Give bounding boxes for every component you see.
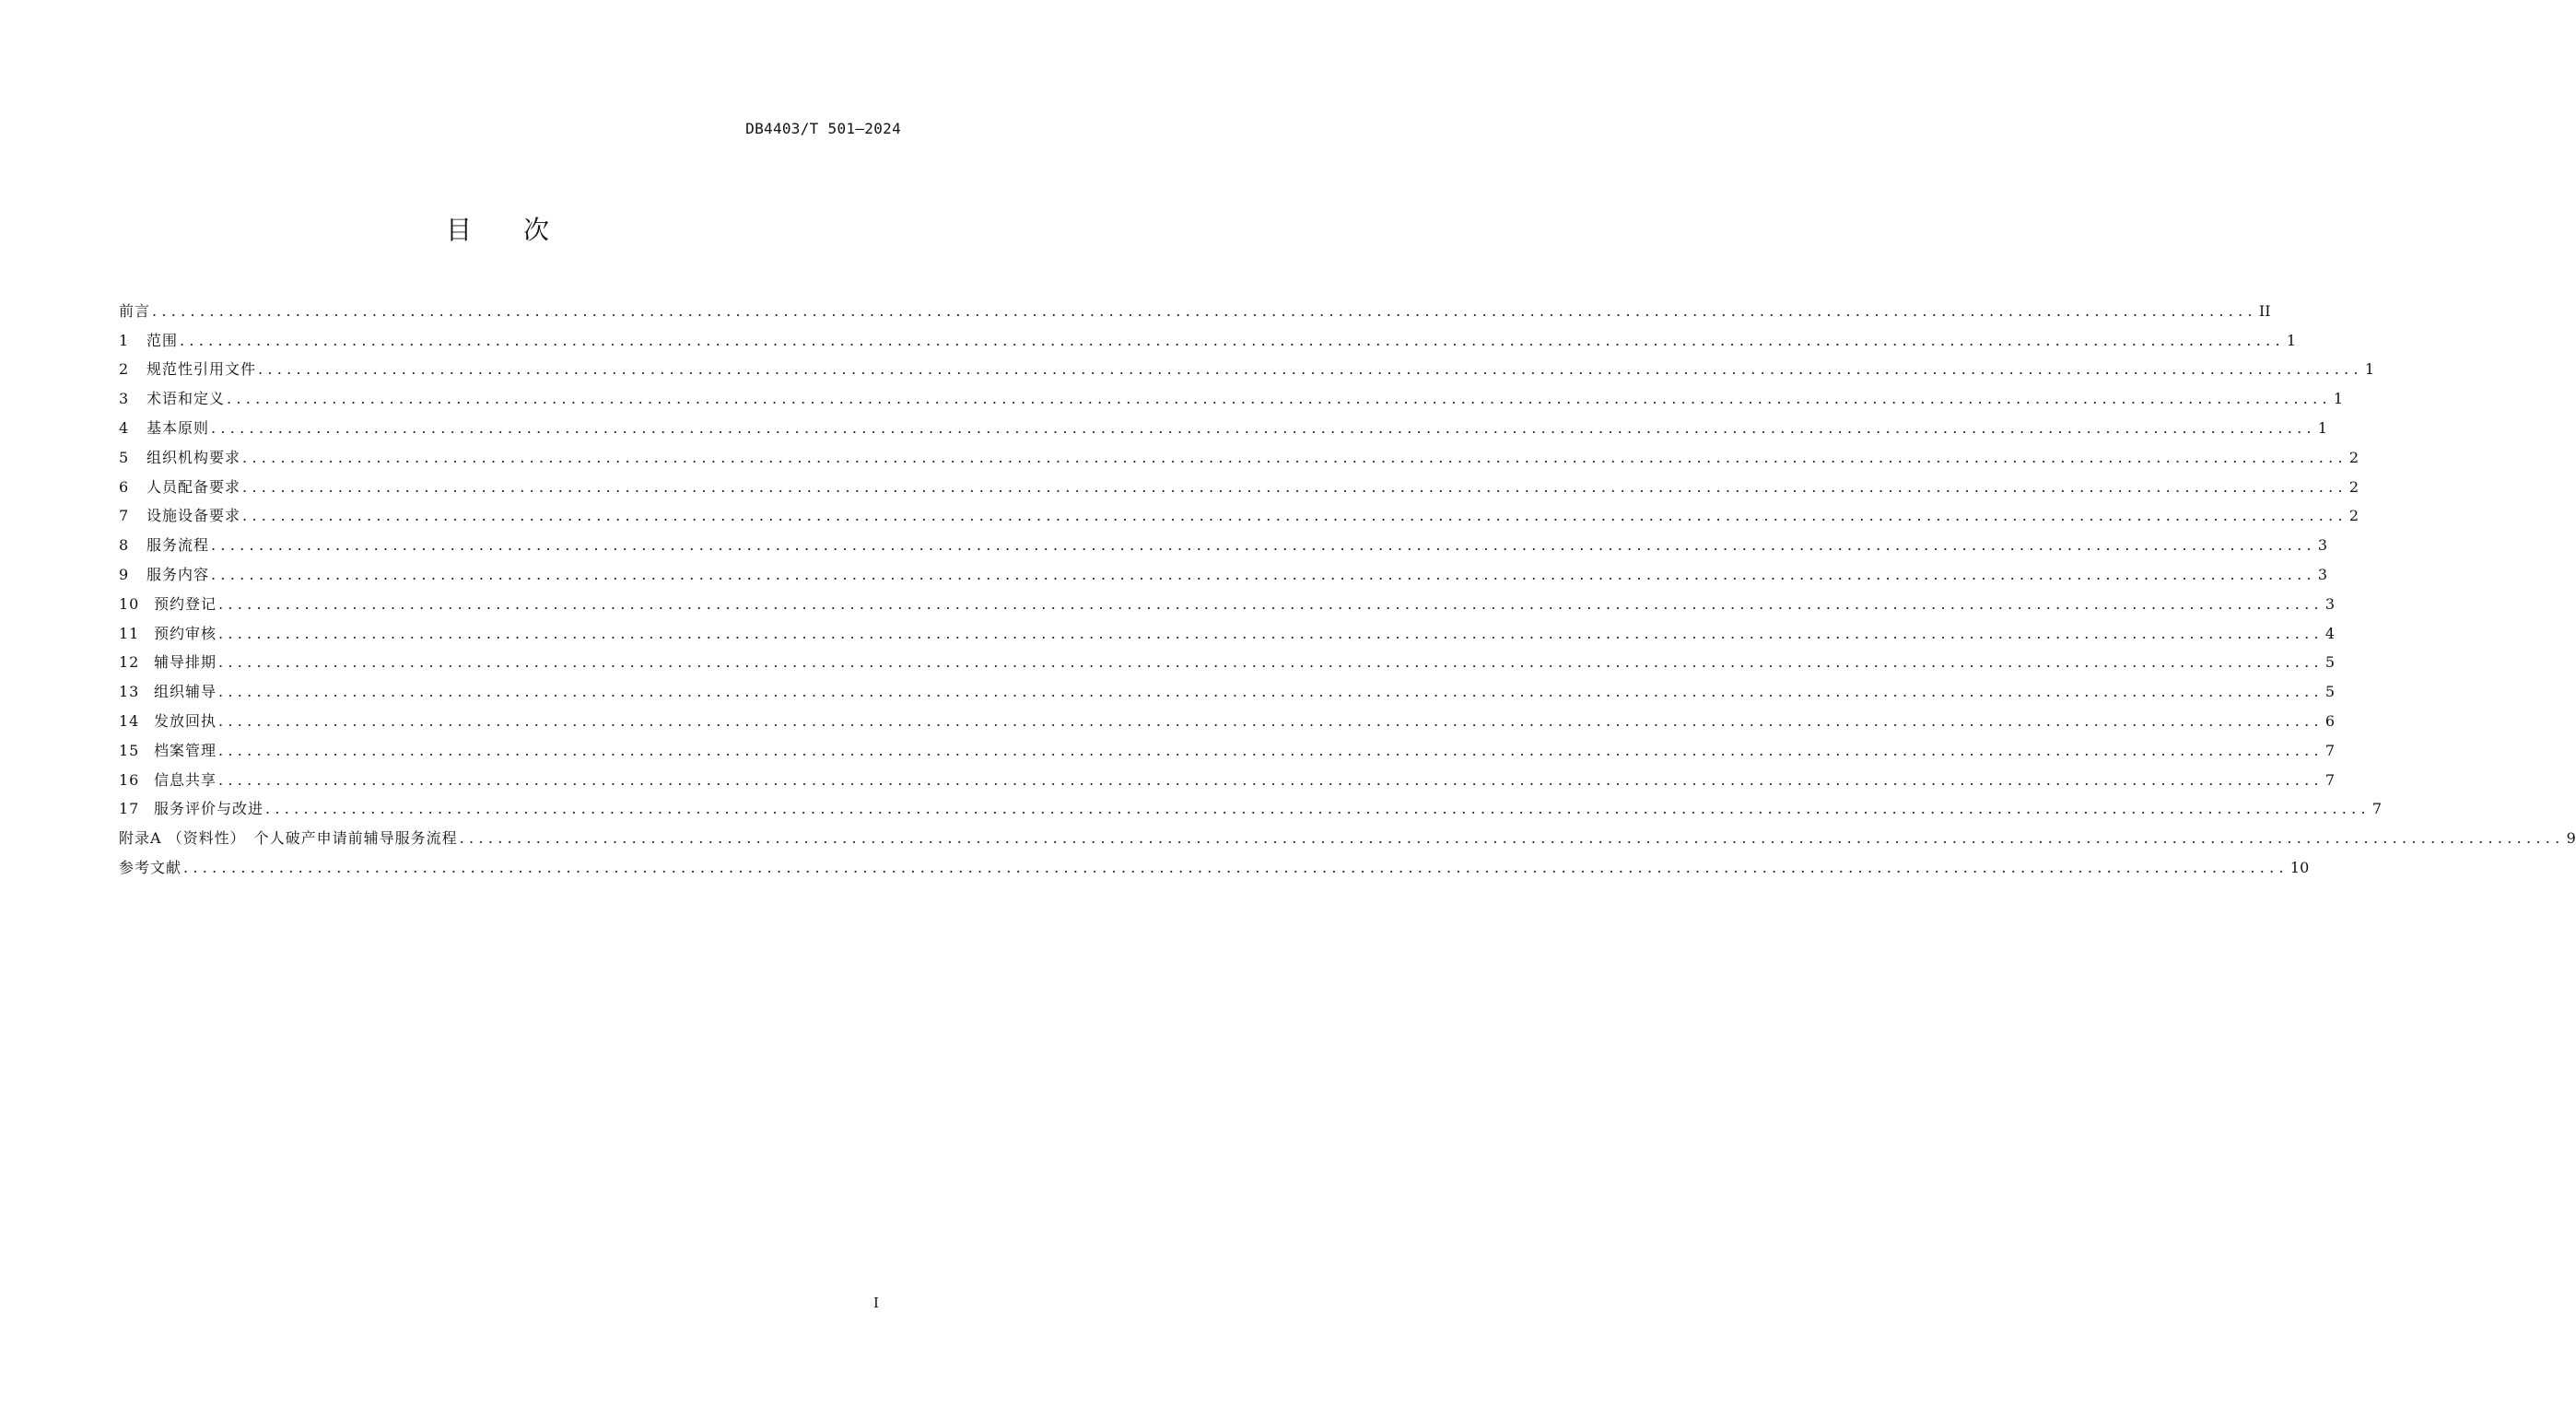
toc-entry-text: 附录A （资料性） 个人破产申请前辅导服务流程 bbox=[119, 829, 458, 848]
toc-entry-text: 服务流程 bbox=[146, 536, 210, 555]
toc-entry-page: 2 bbox=[2348, 477, 2359, 496]
toc-entry[interactable] bbox=[119, 701, 2336, 731]
toc-entry-number: 4 bbox=[119, 418, 130, 437]
toc-entry-label bbox=[119, 478, 240, 497]
toc-entry-label bbox=[119, 653, 217, 672]
toc-entry-label bbox=[119, 360, 256, 379]
toc-leader-dots: ............................................................................................................................................................................................................................ bbox=[227, 390, 2332, 408]
toc-leader-dots: ............................................................................................................................................................................................................................ bbox=[218, 741, 2324, 759]
toc-entry-text: 前言 bbox=[119, 301, 151, 320]
toc-entry-label bbox=[119, 390, 225, 408]
toc-leader-dots: ............................................................................................................................................................................................................................ bbox=[218, 770, 2324, 789]
toc-entry-text: 术语和定义 bbox=[146, 390, 226, 408]
toc-entry-text: 范围 bbox=[146, 331, 179, 349]
toc-leader-dots: ............................................................................................................................................................................................................................ bbox=[218, 653, 2324, 672]
toc-entry-page: 1 bbox=[2333, 390, 2344, 408]
toc-entry[interactable] bbox=[119, 614, 2336, 643]
toc-leader-dots: ............................................................................................................................................................................................................................ bbox=[211, 565, 2316, 583]
toc-entry[interactable] bbox=[119, 790, 2383, 819]
toc-entry[interactable] bbox=[119, 497, 2359, 526]
toc-entry[interactable] bbox=[119, 291, 2271, 321]
toc-entry-label bbox=[119, 419, 209, 438]
toc-entry-label bbox=[119, 625, 217, 643]
toc-entry[interactable] bbox=[119, 525, 2328, 555]
toc-entry-page: 5 bbox=[2324, 683, 2336, 701]
toc-entry-number: 9 bbox=[119, 565, 130, 583]
toc-entry-text: 发放回执 bbox=[154, 711, 217, 730]
toc-entry-number: 12 bbox=[119, 653, 140, 672]
toc-entry-number: 13 bbox=[119, 683, 140, 701]
toc-entry[interactable] bbox=[119, 643, 2336, 673]
toc-entry-number: 14 bbox=[119, 711, 140, 730]
toc-entry-text: 基本原则 bbox=[146, 418, 210, 437]
page-number: I bbox=[873, 1295, 879, 1311]
toc-entry-number: 7 bbox=[119, 507, 130, 525]
toc-entry[interactable] bbox=[119, 555, 2328, 584]
toc-list bbox=[119, 291, 2576, 877]
toc-leader-dots: ............................................................................................................................................................................................................................ bbox=[180, 331, 2285, 349]
toc-entry-label bbox=[119, 507, 240, 525]
toc-leader-dots: ............................................................................................................................................................................................................................ bbox=[242, 507, 2348, 525]
toc-entry-label bbox=[119, 566, 209, 584]
toc-entry-number: 6 bbox=[119, 477, 130, 496]
toc-entry-number: 11 bbox=[119, 624, 140, 642]
toc-leader-dots: ............................................................................................................................................................................................................................ bbox=[218, 624, 2324, 642]
toc-leader-dots: ............................................................................................................................................................................................................................ bbox=[242, 448, 2348, 466]
toc-entry-page: 6 bbox=[2324, 711, 2336, 730]
toc-entry-number: 5 bbox=[119, 448, 130, 466]
toc-entry-page: 1 bbox=[2286, 331, 2297, 349]
toc-leader-dots: ............................................................................................................................................................................................................................ bbox=[218, 683, 2324, 701]
toc-entry[interactable] bbox=[119, 467, 2359, 497]
toc-entry-number: 17 bbox=[119, 800, 140, 818]
toc-entry-page: 3 bbox=[2324, 594, 2336, 613]
toc-entry-page: 7 bbox=[2324, 770, 2336, 789]
toc-leader-dots: ............................................................................................................................................................................................................................ bbox=[218, 711, 2324, 730]
toc-entry-page: 2 bbox=[2348, 507, 2359, 525]
toc-entry-text: 预约登记 bbox=[154, 594, 217, 613]
toc-entry[interactable] bbox=[119, 760, 2336, 790]
standard-code: DB4403/T 501—2024 bbox=[745, 120, 901, 137]
toc-entry[interactable] bbox=[119, 438, 2359, 467]
toc-entry[interactable] bbox=[119, 321, 2297, 350]
toc-leader-dots: ............................................................................................................................................................................................................................ bbox=[152, 301, 2257, 320]
toc-entry-page: 3 bbox=[2317, 565, 2328, 583]
toc-entry-text: 参考文献 bbox=[119, 858, 182, 876]
toc-entry[interactable] bbox=[119, 672, 2336, 701]
toc-entry-label bbox=[119, 595, 217, 614]
toc-entry-text: 服务内容 bbox=[146, 565, 210, 583]
toc-entry[interactable] bbox=[119, 350, 2375, 380]
toc-entry-text: 档案管理 bbox=[154, 741, 217, 759]
toc-leader-dots: ............................................................................................................................................................................................................................ bbox=[183, 858, 2289, 876]
toc-entry-number: 16 bbox=[119, 770, 140, 789]
toc-entry-label bbox=[119, 712, 217, 731]
toc-entry-page: 7 bbox=[2371, 800, 2383, 818]
toc-entry-page: 1 bbox=[2317, 418, 2328, 437]
toc-entry-label bbox=[119, 742, 217, 760]
toc-leader-dots: ............................................................................................................................................................................................................................ bbox=[459, 829, 2565, 848]
toc-leader-dots: ............................................................................................................................................................................................................................ bbox=[211, 418, 2316, 437]
toc-entry-page: 3 bbox=[2317, 536, 2328, 555]
toc-entry-number: 2 bbox=[119, 360, 130, 379]
toc-leader-dots: ............................................................................................................................................................................................................................ bbox=[265, 800, 2371, 818]
toc-entry-page: 10 bbox=[2289, 858, 2310, 876]
toc-entry-label bbox=[119, 683, 217, 701]
toc-entry-page: 4 bbox=[2324, 624, 2336, 642]
toc-entry-label bbox=[119, 771, 217, 790]
toc-entry-number: 1 bbox=[119, 331, 130, 349]
toc-entry-text: 辅导排期 bbox=[154, 653, 217, 672]
toc-entry-label bbox=[119, 332, 178, 350]
toc-entry-text: 服务评价与改进 bbox=[154, 800, 264, 818]
toc-entry-text: 信息共享 bbox=[154, 770, 217, 789]
toc-entry-label bbox=[119, 536, 209, 555]
toc-entry-label bbox=[119, 302, 150, 321]
toc-entry-page: 2 bbox=[2348, 448, 2359, 466]
toc-entry[interactable] bbox=[119, 848, 2310, 877]
toc-entry-label bbox=[119, 449, 240, 467]
toc-entry-text: 预约审核 bbox=[154, 624, 217, 642]
toc-entry-number: 8 bbox=[119, 536, 130, 555]
toc-entry-page: 5 bbox=[2324, 653, 2336, 672]
toc-entry-text: 组织辅导 bbox=[154, 683, 217, 701]
toc-entry-page: 1 bbox=[2364, 360, 2375, 379]
toc-entry[interactable] bbox=[119, 818, 2576, 848]
toc-leader-dots: ............................................................................................................................................................................................................................ bbox=[242, 477, 2348, 496]
toc-leader-dots: ............................................................................................................................................................................................................................ bbox=[258, 360, 2363, 379]
toc-entry[interactable] bbox=[119, 408, 2328, 438]
toc-entry-text: 组织机构要求 bbox=[146, 448, 241, 466]
toc-entry-label bbox=[119, 859, 181, 877]
toc-entry-label bbox=[119, 829, 458, 848]
toc-leader-dots: ............................................................................................................................................................................................................................ bbox=[218, 594, 2324, 613]
toc-entry-text: 人员配备要求 bbox=[146, 477, 241, 496]
toc-entry-number: 15 bbox=[119, 741, 140, 759]
toc-entry-text: 设施设备要求 bbox=[146, 507, 241, 525]
toc-entry-text: 规范性引用文件 bbox=[146, 360, 257, 379]
toc-entry-page: 7 bbox=[2324, 741, 2336, 759]
toc-entry-page: II bbox=[2258, 301, 2271, 320]
toc-leader-dots: ............................................................................................................................................................................................................................ bbox=[211, 536, 2316, 555]
toc-entry[interactable] bbox=[119, 731, 2336, 760]
toc-title: 目次 bbox=[445, 215, 601, 245]
toc-entry-number: 10 bbox=[119, 594, 140, 613]
toc-entry-label bbox=[119, 800, 263, 818]
toc-entry[interactable] bbox=[119, 379, 2344, 408]
toc-entry-page: 9 bbox=[2566, 829, 2576, 848]
toc-entry-number: 3 bbox=[119, 390, 130, 408]
toc-entry[interactable] bbox=[119, 584, 2336, 614]
